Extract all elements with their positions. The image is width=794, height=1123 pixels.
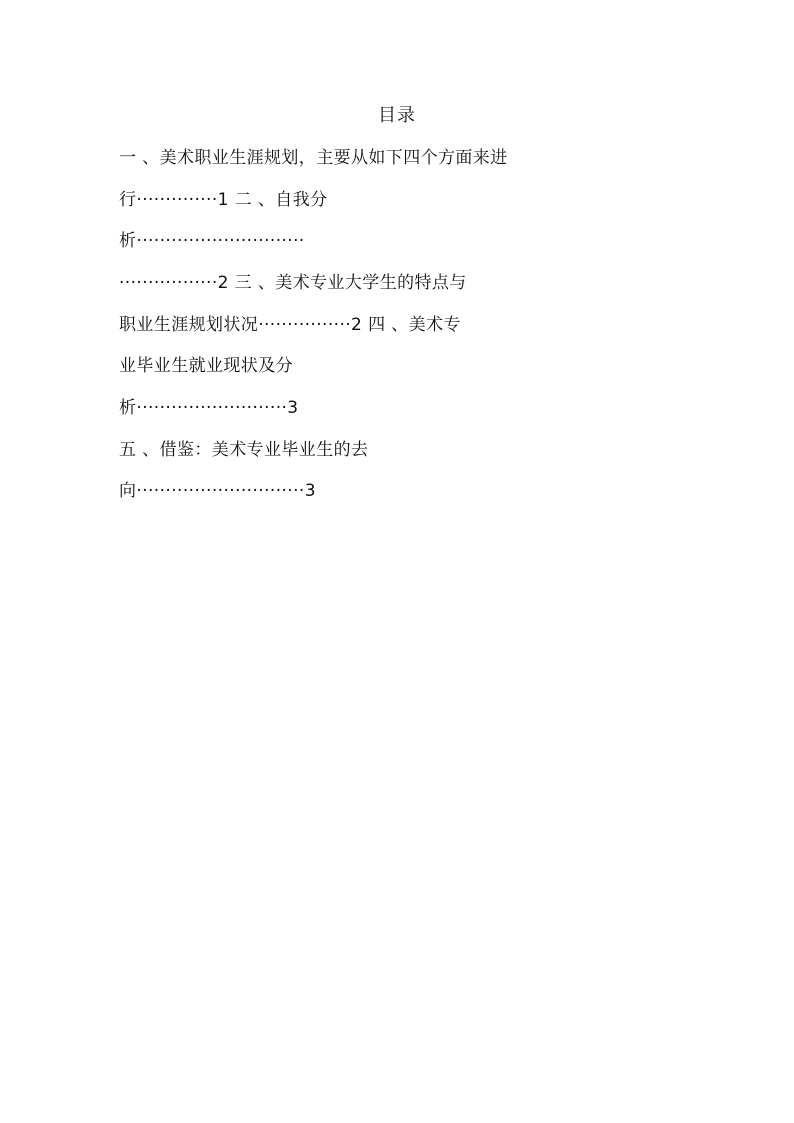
toc-line-3: 析·····························	[119, 231, 305, 251]
toc-title: 目录	[378, 105, 416, 126]
toc-line-4: ·················2 三 、美术专业大学生的特点与	[119, 273, 467, 293]
toc-line-9: 向·····························3	[119, 481, 316, 501]
toc-line-1: 一 、美术职业生涯规划，主要从如下四个方面来进	[119, 148, 508, 168]
toc-line-2: 行··············1 二 、自我分	[119, 190, 328, 210]
toc-line-6: 业毕业生就业现状及分	[119, 356, 293, 376]
toc-line-7: 析··························3	[119, 398, 299, 418]
toc-line-5: 职业生涯规划状况················2 四 、美术专	[119, 315, 461, 335]
toc-line-8: 五 、借鉴：美术专业毕业生的去	[119, 440, 369, 460]
